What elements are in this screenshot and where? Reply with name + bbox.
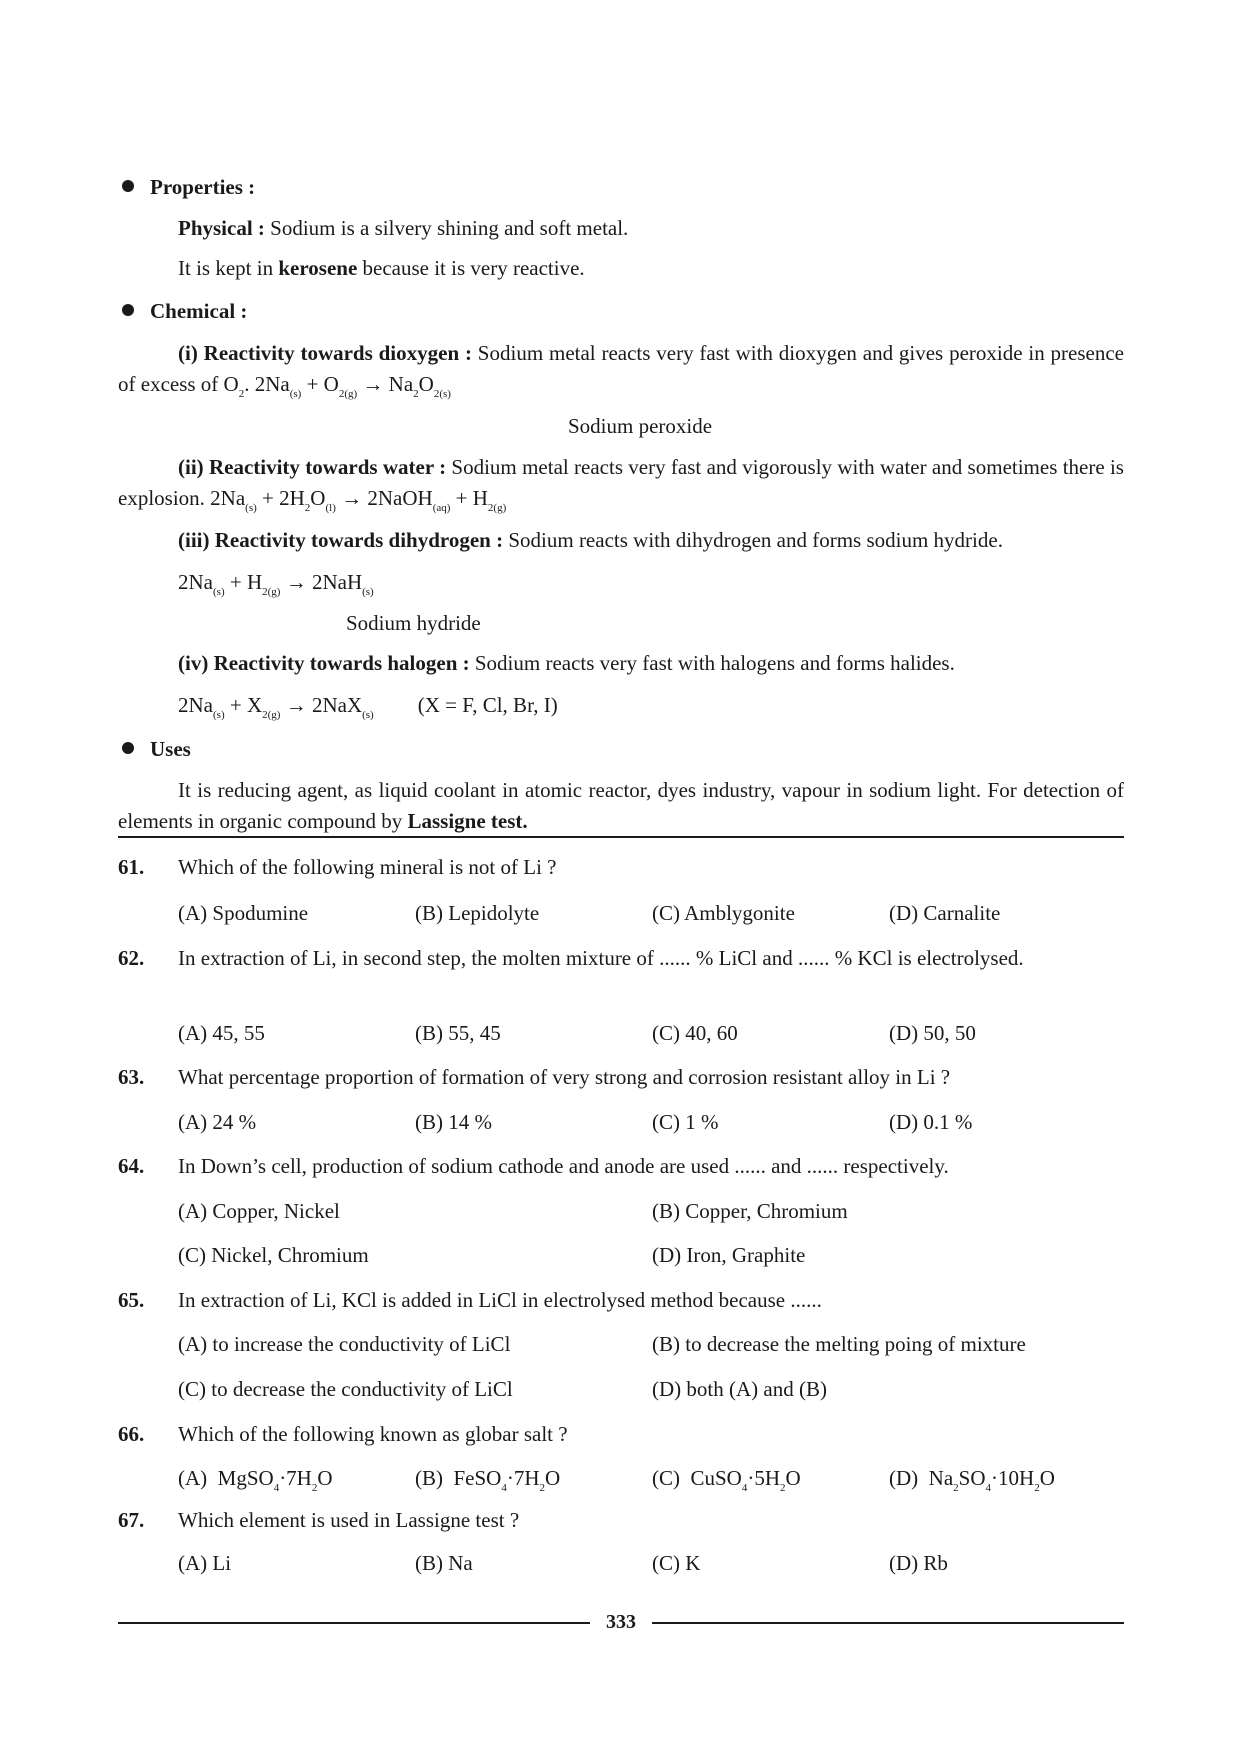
question-64 <box>118 1151 1124 1182</box>
option-b: (B) Copper, Chromium <box>652 1199 848 1223</box>
kept-text-pre: It is kept in <box>178 256 279 280</box>
option-c: (C) Nickel, Chromium <box>178 1243 369 1267</box>
footer-rule-left <box>118 1622 590 1624</box>
option-a: (A) 24 % <box>178 1110 257 1134</box>
bullet-icon <box>122 304 134 316</box>
option-d: (D) Carnalite <box>889 901 1001 925</box>
option-c: (C) $CuSO_4\cdot 5H_2O$ <box>652 1466 801 1494</box>
reactivity-water-label: (ii) Reactivity towards water : <box>178 455 447 479</box>
option-b: (B) Na <box>415 1551 473 1575</box>
question-61 <box>118 852 1124 883</box>
bullet-icon <box>122 180 134 192</box>
equation-dioxygen: $2Na_{(s)} + O_{2(g)} \to Na_2O_{2(s)}$ <box>254 372 451 400</box>
reactivity-dihydrogen-label: (iii) Reactivity towards dihydrogen : <box>178 528 504 552</box>
kept-text-post: because it is very reactive. <box>357 256 585 280</box>
option-d: (D) 50, 50 <box>889 1021 976 1045</box>
reactivity-halogen-paragraph <box>118 648 1124 679</box>
question-63 <box>118 1062 1124 1093</box>
option-letter: (D) <box>889 1466 919 1490</box>
uses-paragraph <box>118 775 1124 837</box>
reactivity-water-text: Sodium metal reacts very fast and vigorously with water and sometimes there is explosion. <box>118 455 1124 510</box>
question-66 <box>118 1419 1124 1450</box>
footer-rule-right <box>652 1622 1124 1624</box>
kept-paragraph <box>118 253 1124 284</box>
option-d: (D) Rb <box>889 1551 948 1575</box>
question-number: 63. <box>118 1065 145 1089</box>
option-c: (C) 40, 60 <box>652 1021 738 1045</box>
option-b: (B) to decrease the melting poing of mixture <box>652 1332 1026 1356</box>
question-number: 66. <box>118 1422 145 1446</box>
reactivity-dioxygen-paragraph: (i) Reactivity towards dioxygen : Sodium metal reacts very fast with dioxygen and gives peroxide in presence of excess of $O_2$. $2Na_{(s)} + O_{2(g)} \to Na_2O_{2(s)}$ <box>118 341 1124 400</box>
sodium-hydride-label: Sodium hydride <box>346 611 481 635</box>
option-d: (D) 0.1 % <box>889 1110 973 1134</box>
question-number: 61. <box>118 855 145 879</box>
option-a: (A) $MgSO_4\cdot 7H_2O$ <box>178 1466 333 1494</box>
option-b: (B) 14 % <box>415 1110 492 1134</box>
option-letter: (B) <box>415 1466 443 1490</box>
question-number: 64. <box>118 1154 145 1178</box>
question-number: 62. <box>118 946 145 970</box>
question-text: In extraction of Li, in second step, the molten mixture of ...... % LiCl and ...... % KCl is electrolysed. <box>178 946 1024 970</box>
option-d: (D) Iron, Graphite <box>652 1243 806 1267</box>
uses-heading-row <box>118 734 1124 765</box>
equation-dihydrogen: $2Na_{(s)} + H_{2(g)} \to 2NaH_{(s)}$ <box>178 570 374 598</box>
question-67 <box>118 1505 1124 1536</box>
physical-paragraph <box>118 213 1124 244</box>
question-62 <box>118 943 1124 974</box>
question-text: Which of the following known as globar salt ? <box>178 1422 568 1446</box>
reactivity-halogen-text: Sodium reacts very fast with halogens and forms halides. <box>469 651 955 675</box>
kept-text-bold: kerosene <box>278 256 358 280</box>
option-d: (D) $Na_2SO_4\cdot 10H_2O$ <box>889 1466 1055 1494</box>
equation-water: $2Na_{(s)} + 2H_2O_{(l)}$ → 2NaOH$_{(aq)}$ + $H_{2(g)}$ <box>210 486 507 514</box>
reactivity-halogen-label: (iv) Reactivity towards halogen : <box>178 651 470 675</box>
reactivity-dioxygen-label: (i) Reactivity towards dioxygen : <box>178 341 472 365</box>
question-65 <box>118 1285 1124 1316</box>
sodium-peroxide-label: Sodium peroxide <box>568 414 713 438</box>
page-number: 333 <box>606 1611 636 1633</box>
reactivity-dihydrogen-paragraph <box>118 525 1124 556</box>
option-letter: (C) <box>652 1466 680 1490</box>
reactivity-water-paragraph <box>118 452 1124 514</box>
option-c: (C) 1 % <box>652 1110 719 1134</box>
option-a: (A) Copper, Nickel <box>178 1199 340 1223</box>
option-b: (B) 55, 45 <box>415 1021 501 1045</box>
question-text: In Down’s cell, production of sodium cathode and anode are used ...... and ...... respectively. <box>178 1154 949 1178</box>
option-c: (C) K <box>652 1551 701 1575</box>
section-divider <box>118 836 1124 838</box>
option-a: (A) to increase the conductivity of LiCl <box>178 1332 511 1356</box>
properties-heading: Properties : <box>150 175 256 199</box>
question-number: 67. <box>118 1508 145 1532</box>
option-d: (D) both (A) and (B) <box>652 1377 827 1401</box>
option-a: (A) Spodumine <box>178 901 309 925</box>
reactivity-dioxygen-text: Sodium metal reacts very fast with dioxygen and gives peroxide in presence of excess of O <box>118 341 1124 396</box>
uses-heading: Uses <box>150 737 191 761</box>
properties-heading-row <box>118 172 1124 203</box>
question-text: In extraction of Li, KCl is added in LiCl in electrolysed method because ...... <box>178 1288 822 1312</box>
question-text: What percentage proportion of formation of very strong and corrosion resistant alloy in Li ? <box>178 1065 951 1089</box>
question-text: Which element is used in Lassigne test ? <box>178 1508 520 1532</box>
chemical-heading: Chemical : <box>150 299 248 323</box>
document-page <box>118 0 1124 1755</box>
question-number: 65. <box>118 1288 145 1312</box>
option-a: (A) 45, 55 <box>178 1021 265 1045</box>
physical-text: Sodium is a silvery shining and soft metal. <box>264 216 629 240</box>
option-b: (B) Lepidolyte <box>415 901 540 925</box>
option-c: (C) Amblygonite <box>652 901 795 925</box>
uses-text-bold: Lassigne test. <box>407 809 528 833</box>
reactivity-dihydrogen-text: Sodium reacts with dihydrogen and forms sodium hydride. <box>503 528 1003 552</box>
option-a: (A) Li <box>178 1551 232 1575</box>
question-text: Which of the following mineral is not of Li ? <box>178 855 557 879</box>
chemical-heading-row <box>118 296 1124 327</box>
halogen-note: (X = F, Cl, Br, I) <box>417 693 558 717</box>
uses-text: It is reducing agent, as liquid coolant in atomic reactor, dyes industry, vapour in sodium light. For detection of elements in organic compound by <box>118 778 1124 833</box>
bullet-icon <box>122 742 134 754</box>
option-c: (C) to decrease the conductivity of LiCl <box>178 1377 513 1401</box>
physical-label: Physical : <box>178 216 265 240</box>
option-b: (B) $FeSO_4\cdot 7H_2O$ <box>415 1466 561 1494</box>
equation-halogen: $2Na_{(s)} + X_{2(g)} \to 2NaX_{(s)}$ (X = F, Cl, Br, I) <box>178 693 558 721</box>
option-letter: (A) <box>178 1466 208 1490</box>
